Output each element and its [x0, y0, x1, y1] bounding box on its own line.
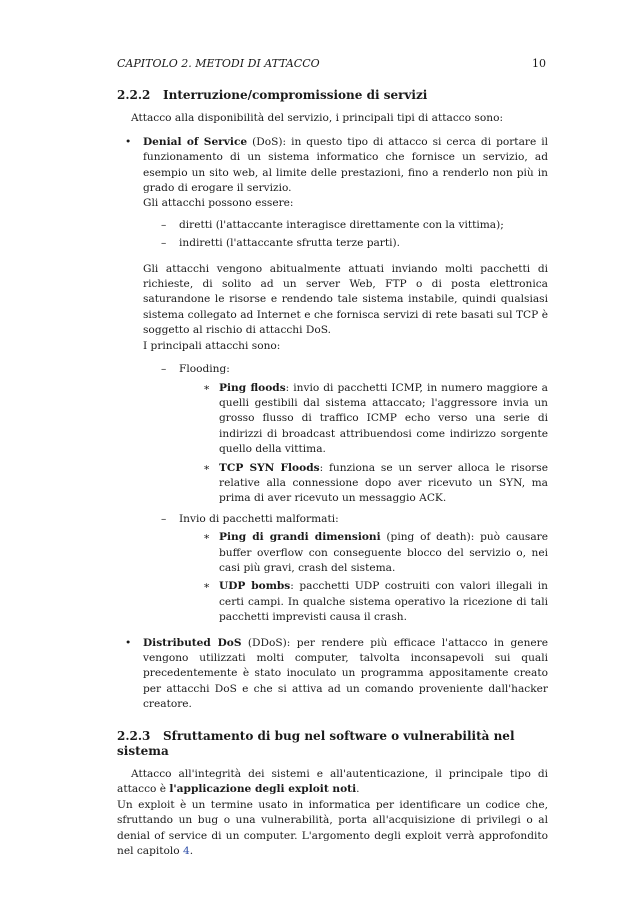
dash-icon: –	[161, 363, 167, 376]
list-item-direct: – diretti (l'attaccante interagisce direttamente con la vittima);	[143, 218, 548, 233]
section-title: Sfruttamento di bug nel software o vulnerabilità nel sistema	[117, 728, 515, 759]
asterisk-icon: ∗	[203, 531, 211, 544]
list-item-indirect: – indiretti (l'attaccante sfrutta terze parti).	[143, 236, 548, 251]
bullet-icon: •	[125, 636, 132, 649]
dash-icon: –	[161, 218, 167, 231]
dash-icon: –	[161, 512, 167, 525]
section-number: 2.2.3	[117, 728, 151, 743]
list-item-dos	[117, 135, 548, 626]
ddos-paragraph: Distributed DoS (DDoS): per rendere più efficace l'attacco in genere vengono utilizzati molti computer, talvolta inconsapevoli sui quali precedentemente è stato inoculato un programma appositamente creato per attacchi DoS e che si attiva ad un comando proveniente dall'hacker creatore.	[143, 636, 549, 711]
list-item-tcp-syn-floods: ∗ TCP SYN Floods: funziona se un server alloca le risorse relative alla connessione dopo aver ricevuto un SYN, ma prima di aver ricevuto un messaggio ACK.	[179, 461, 548, 507]
section-number: 2.2.2	[117, 88, 151, 102]
term-dos: Denial of Service	[143, 135, 248, 148]
dash-icon: –	[161, 237, 167, 250]
section-heading-2-2-2	[117, 88, 548, 103]
main-attacks-intro: I principali attacchi sono:	[143, 339, 281, 352]
chapter-title: CAPITOLO 2. METODI DI ATTACCO	[117, 57, 320, 70]
list-item-udp-bombs: ∗ UDP bombs: pacchetti UDP costruiti con valori illegali in certi campi. In qualche sistema operativo la ricezione di tali pacchetti imprevisti causa il crash.	[179, 579, 548, 625]
section-heading-2-2-3	[117, 729, 548, 760]
list-item-flooding	[143, 362, 548, 507]
dos-paragraph: Denial of Service (DoS): in questo tipo di attacco si cerca di portare il funzionamento di un sistema informatico che fornisce un servizio, ad esempio un sito web, al limite delle prestazioni, fino a renderlo non più in grado di erogare il servizio.	[143, 135, 548, 195]
list-item-malformed	[143, 512, 548, 626]
list-item-ddos	[117, 636, 548, 713]
section-intro: Attacco alla disponibilità del servizio, i principali tipi di attacco sono:	[131, 112, 504, 125]
asterisk-icon: ∗	[203, 580, 211, 593]
exploit-intro: Attacco all'integrità dei sistemi e all'autenticazione, il principale tipo di attacco è l'applicazione degli exploit noti.	[117, 768, 548, 796]
chapter-link[interactable]: 4	[183, 845, 190, 858]
exploit-definition: Un exploit è un termine usato in informatica per identificare un codice che, sfruttando un bug o una vulnerabilità, porta all'acquisizione di privilegi o al denial of service di un computer. L'argomento degli exploit verrà approfondito nel capitolo 4.	[117, 798, 548, 858]
list-item-ping-floods: ∗ Ping floods: invio di pacchetti ICMP, in numero maggiore a quelli gestibili dal sistema attaccato; l'aggressore invia un grosso flusso di traffico ICMP echo verso una serie di indirizzi di broadcast attribuendosi come indirizzo sorgente quello della vittima.	[179, 381, 548, 458]
dos-types-intro: Gli attacchi possono essere:	[143, 197, 294, 210]
flooding-label: Flooding:	[179, 363, 230, 376]
section-title: Interruzione/compromissione di servizi	[163, 88, 428, 102]
dos-paragraph-2: Gli attacchi vengono abitualmente attuati inviando molti pacchetti di richieste, di solito ad un server Web, FTP o di posta elettronica saturandone le risorse e rendendo tale sistema instabile, quindi qualsiasi sistema collegato ad Internet e che fornisca servizi di rete basati sul TCP è soggetto al rischio di attacchi DoS.	[143, 262, 548, 337]
asterisk-icon: ∗	[203, 381, 211, 394]
running-header	[117, 56, 546, 71]
bullet-icon: •	[125, 135, 132, 148]
section-2-2-3-body	[117, 767, 548, 859]
asterisk-icon: ∗	[203, 461, 211, 474]
page-body	[117, 88, 548, 767]
page-number: 10	[532, 57, 546, 70]
list-item-ping-of-death: ∗ Ping di grandi dimensioni (ping of death): può causare buffer overflow con conseguente blocco del servizio o, nei casi più gravi, crash del sistema.	[179, 530, 548, 576]
malformed-label: Invio di pacchetti malformati:	[179, 512, 339, 525]
